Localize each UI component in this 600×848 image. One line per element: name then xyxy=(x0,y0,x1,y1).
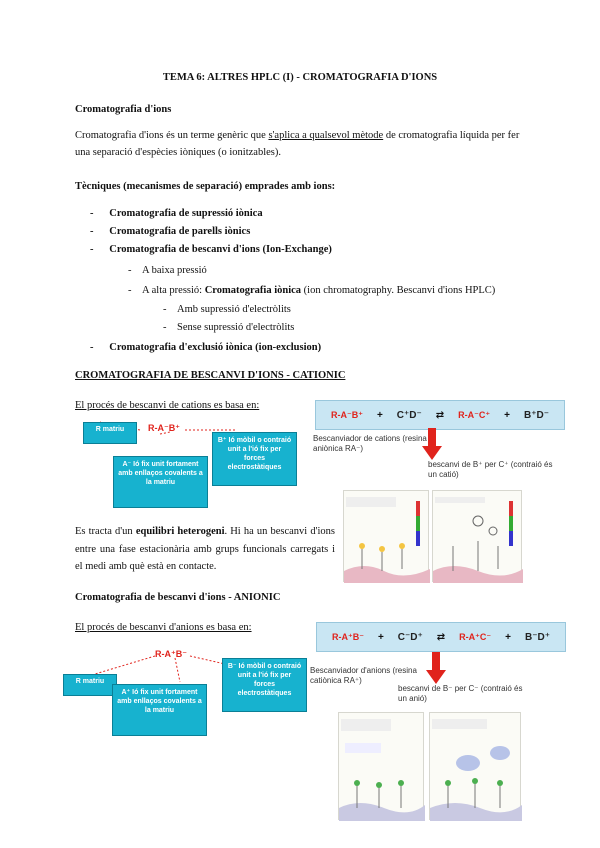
list-subitem-without-suppression: - Sense supressió d'electròlits xyxy=(163,322,295,333)
anion-a-box: A⁺ Ió fix unit fortament amb enllaços covalents a la matriu xyxy=(112,684,207,736)
list-item-ion-exchange: - Cromatografia de bescanvi d'ions (Ion-Exchange) xyxy=(90,244,332,255)
anion-exchanger-note: Bescanviador d'anions (resina catiònica RA⁺) xyxy=(310,666,417,685)
cation-process-text: El procés de bescanvi de cations es basa en: xyxy=(75,400,260,411)
techniques-heading: Tècniques (mecanismes de separació) emprades amb ions: xyxy=(75,181,336,192)
cation-illustration-2 xyxy=(432,490,522,582)
anion-equation: R-A⁺B⁻ + C⁻D⁺ ⇄ R-A⁺C⁻ + B⁻D⁺ xyxy=(316,622,566,652)
list-subitem-with-suppression: - Amb supressió d'electròlits xyxy=(163,304,291,315)
cation-formula: R-A⁻B⁺ xyxy=(148,423,180,433)
list-item-exclusion: - Cromatografia d'exclusió iònica (ion-exclusion) xyxy=(90,342,322,353)
list-item-suppression: - Cromatografia de supressió iònica xyxy=(90,208,263,219)
cation-b-box: B⁺ Ió mòbil o contraió unit a l'ió fix per forces electrostàtiques xyxy=(212,432,297,486)
page-title: TEMA 6: ALTRES HPLC (I) - CROMATOGRAFIA D'IONS xyxy=(162,72,438,83)
anionic-heading: Cromatografia de bescanvi d'ions - ANIONIC xyxy=(75,592,281,603)
anion-formula: R-A⁺B⁻ xyxy=(155,649,187,659)
cationic-heading: CROMATOGRAFIA DE BESCANVI D'IONS - CATIONIC xyxy=(75,370,346,381)
intro-paragraph: Cromatografia d'ions és un terme genèric que s'aplica a qualsevol mètode de cromatografia líquida per fer una separació d'espècies iòniques (o ionitzables). xyxy=(75,130,520,158)
list-subitem-low-pressure: - A baixa pressió xyxy=(128,265,207,276)
anion-exchange-note: bescanvi de B⁻ per C⁻ (contraió és un anió) xyxy=(398,684,523,703)
cation-a-box: A⁻ Ió fix unit fortament amb enllaços covalents a la matriu xyxy=(113,456,208,508)
section-heading-ion-chromatography: Cromatografia d'ions xyxy=(75,104,172,115)
anion-process-text: El procés de bescanvi d'anions es basa en: xyxy=(75,622,252,633)
anion-r-box: R matriu xyxy=(63,674,117,696)
equilibrium-paragraph: Es tracta d'un equilibri heterogeni. Hi ha un bescanvi d'ions entre una fase estacionària amb grups funcionals carregats i el medi amb què està en contacte. xyxy=(75,526,335,572)
cation-exchange-note: bescanvi de B⁺ per C⁺ (contraió és un catió) xyxy=(428,460,553,479)
anion-illustration-1 xyxy=(338,712,424,820)
list-item-ion-pairs: - Cromatografia de parells iònics xyxy=(90,226,251,237)
cation-r-box: R matriu xyxy=(83,422,137,444)
cation-equation: R-A⁻B⁺ + C⁺D⁻ ⇄ R-A⁻C⁺ + B⁺D⁻ xyxy=(315,400,565,430)
cation-down-arrow-icon xyxy=(420,428,444,462)
cation-exchanger-note: Bescanviador de cations (resina aniònica RA⁻) xyxy=(313,434,427,453)
anion-b-box: B⁻ Ió mòbil o contraió unit a l'ió fix per forces electrostàtiques xyxy=(222,658,307,712)
anion-illustration-2 xyxy=(429,712,521,820)
cation-illustration-1 xyxy=(343,490,429,582)
anion-down-arrow-icon xyxy=(424,652,448,686)
list-subitem-high-pressure: - A alta pressió: Cromatografia iònica (ion chromatography. Bescanvi d'ions HPLC) xyxy=(128,285,496,296)
